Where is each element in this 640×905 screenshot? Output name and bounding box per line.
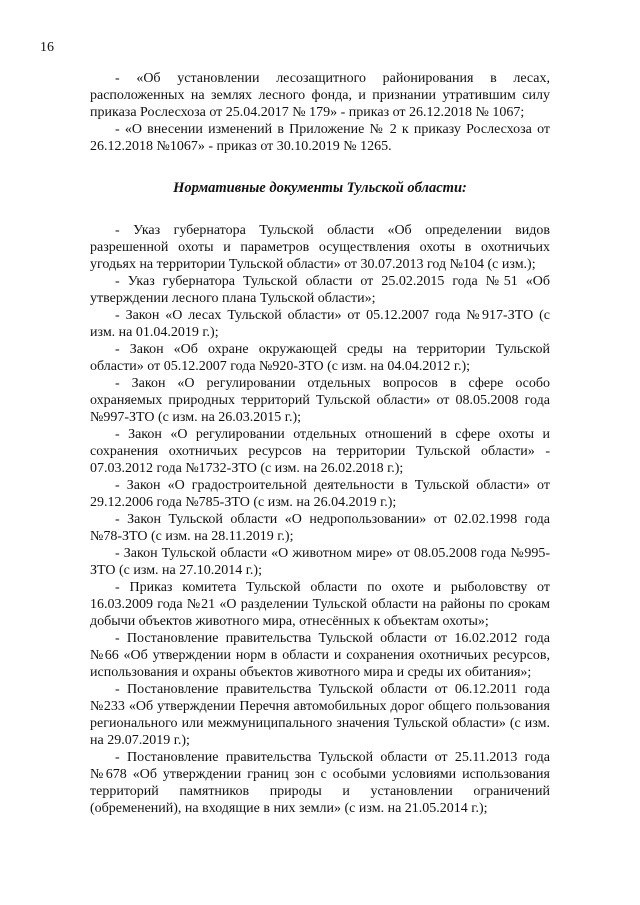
list-item: - Закон «О лесах Тульской области» от 05.12.2007 года №917-ЗТО (с изм. на 01.04.2019 г.); xyxy=(90,308,550,340)
section-heading: Нормативные документы Тульской области: xyxy=(173,180,467,196)
list-item: - Закон «О регулировании отдельных отношений в сфере охоты и сохранения охотничьих ресурсов на территории Тульской области» - 07.03.2012 года №1732-ЗТО (с изм. на 26.02.2018 г.); xyxy=(90,427,550,476)
list-item: - «О внесении изменений в Приложение № 2 к приказу Рослесхоза от 26.12.2018 №1067» - приказ от 30.10.2019 № 1265. xyxy=(90,122,550,154)
list-item: - Указ губернатора Тульской области от 25.02.2015 года №51 «Об утверждении лесного плана Тульской области»; xyxy=(90,274,550,306)
list-item: - Закон Тульской области «О животном мире» от 08.05.2008 года №995-ЗТО (с изм. на 27.10.2014 г.); xyxy=(90,546,550,578)
page-number: 16 xyxy=(40,40,54,55)
list-item: - Указ губернатора Тульской области «Об определении видов разрешенной охоты и параметров осуществления охоты в охотничьих угодьях на территории Тульской области» от 30.07.2013 год №104 (с изм.); xyxy=(90,223,550,272)
list-item: - Закон «Об охране окружающей среды на территории Тульской области» от 05.12.2007 года №920-ЗТО (с изм. на 04.04.2012 г.); xyxy=(90,342,550,374)
list-item: - Закон «О регулировании отдельных вопросов в сфере особо охраняемых природных территорий Тульской области» от 08.05.2008 года №997-ЗТО (с изм. на 26.03.2015 г.); xyxy=(90,376,550,425)
list-item: - Закон Тульской области «О недропользовании» от 02.02.1998 года №78-ЗТО (с изм. на 28.11.2019 г.); xyxy=(90,512,550,544)
list-item: - Постановление правительства Тульской области от 25.11.2013 года №678 «Об утверждении границ зон с особыми условиями использования территорий памятников природы и установлении ограничений (обременений), на входящие в них земли» (с изм. на 21.05.2014 г.); xyxy=(90,750,550,816)
list-item: - Постановление правительства Тульской области от 06.12.2011 года №233 «Об утверждении Перечня автомобильных дорог общего пользования регионального или межмуниципального значения Тульской области» (с изм. на 29.07.2019 г.); xyxy=(90,682,550,748)
list-item: - «Об установлении лесозащитного районирования в лесах, расположенных на землях лесного фонда, и признании утратившим силу приказа Рослесхоза от 25.04.2017 № 179» - приказ от 26.12.2018 № 1067; xyxy=(90,71,550,120)
list-item: - Закон «О градостроительной деятельности в Тульской области» от 29.12.2006 года №785-ЗТО (с изм. на 26.04.2019 г.); xyxy=(90,478,550,510)
document-body xyxy=(90,70,550,817)
list-item: - Постановление правительства Тульской области от 16.02.2012 года №66 «Об утверждении норм в области и сохранения охотничьих ресурсов, использования и охраны объектов животного мира и среды их обитания»; xyxy=(90,631,550,680)
list-item: - Приказ комитета Тульской области по охоте и рыболовству от 16.03.2009 года №21 «О разделении Тульской области на районы по срокам добычи объектов животного мира, отнесённых к объектам охоты»; xyxy=(90,580,550,629)
